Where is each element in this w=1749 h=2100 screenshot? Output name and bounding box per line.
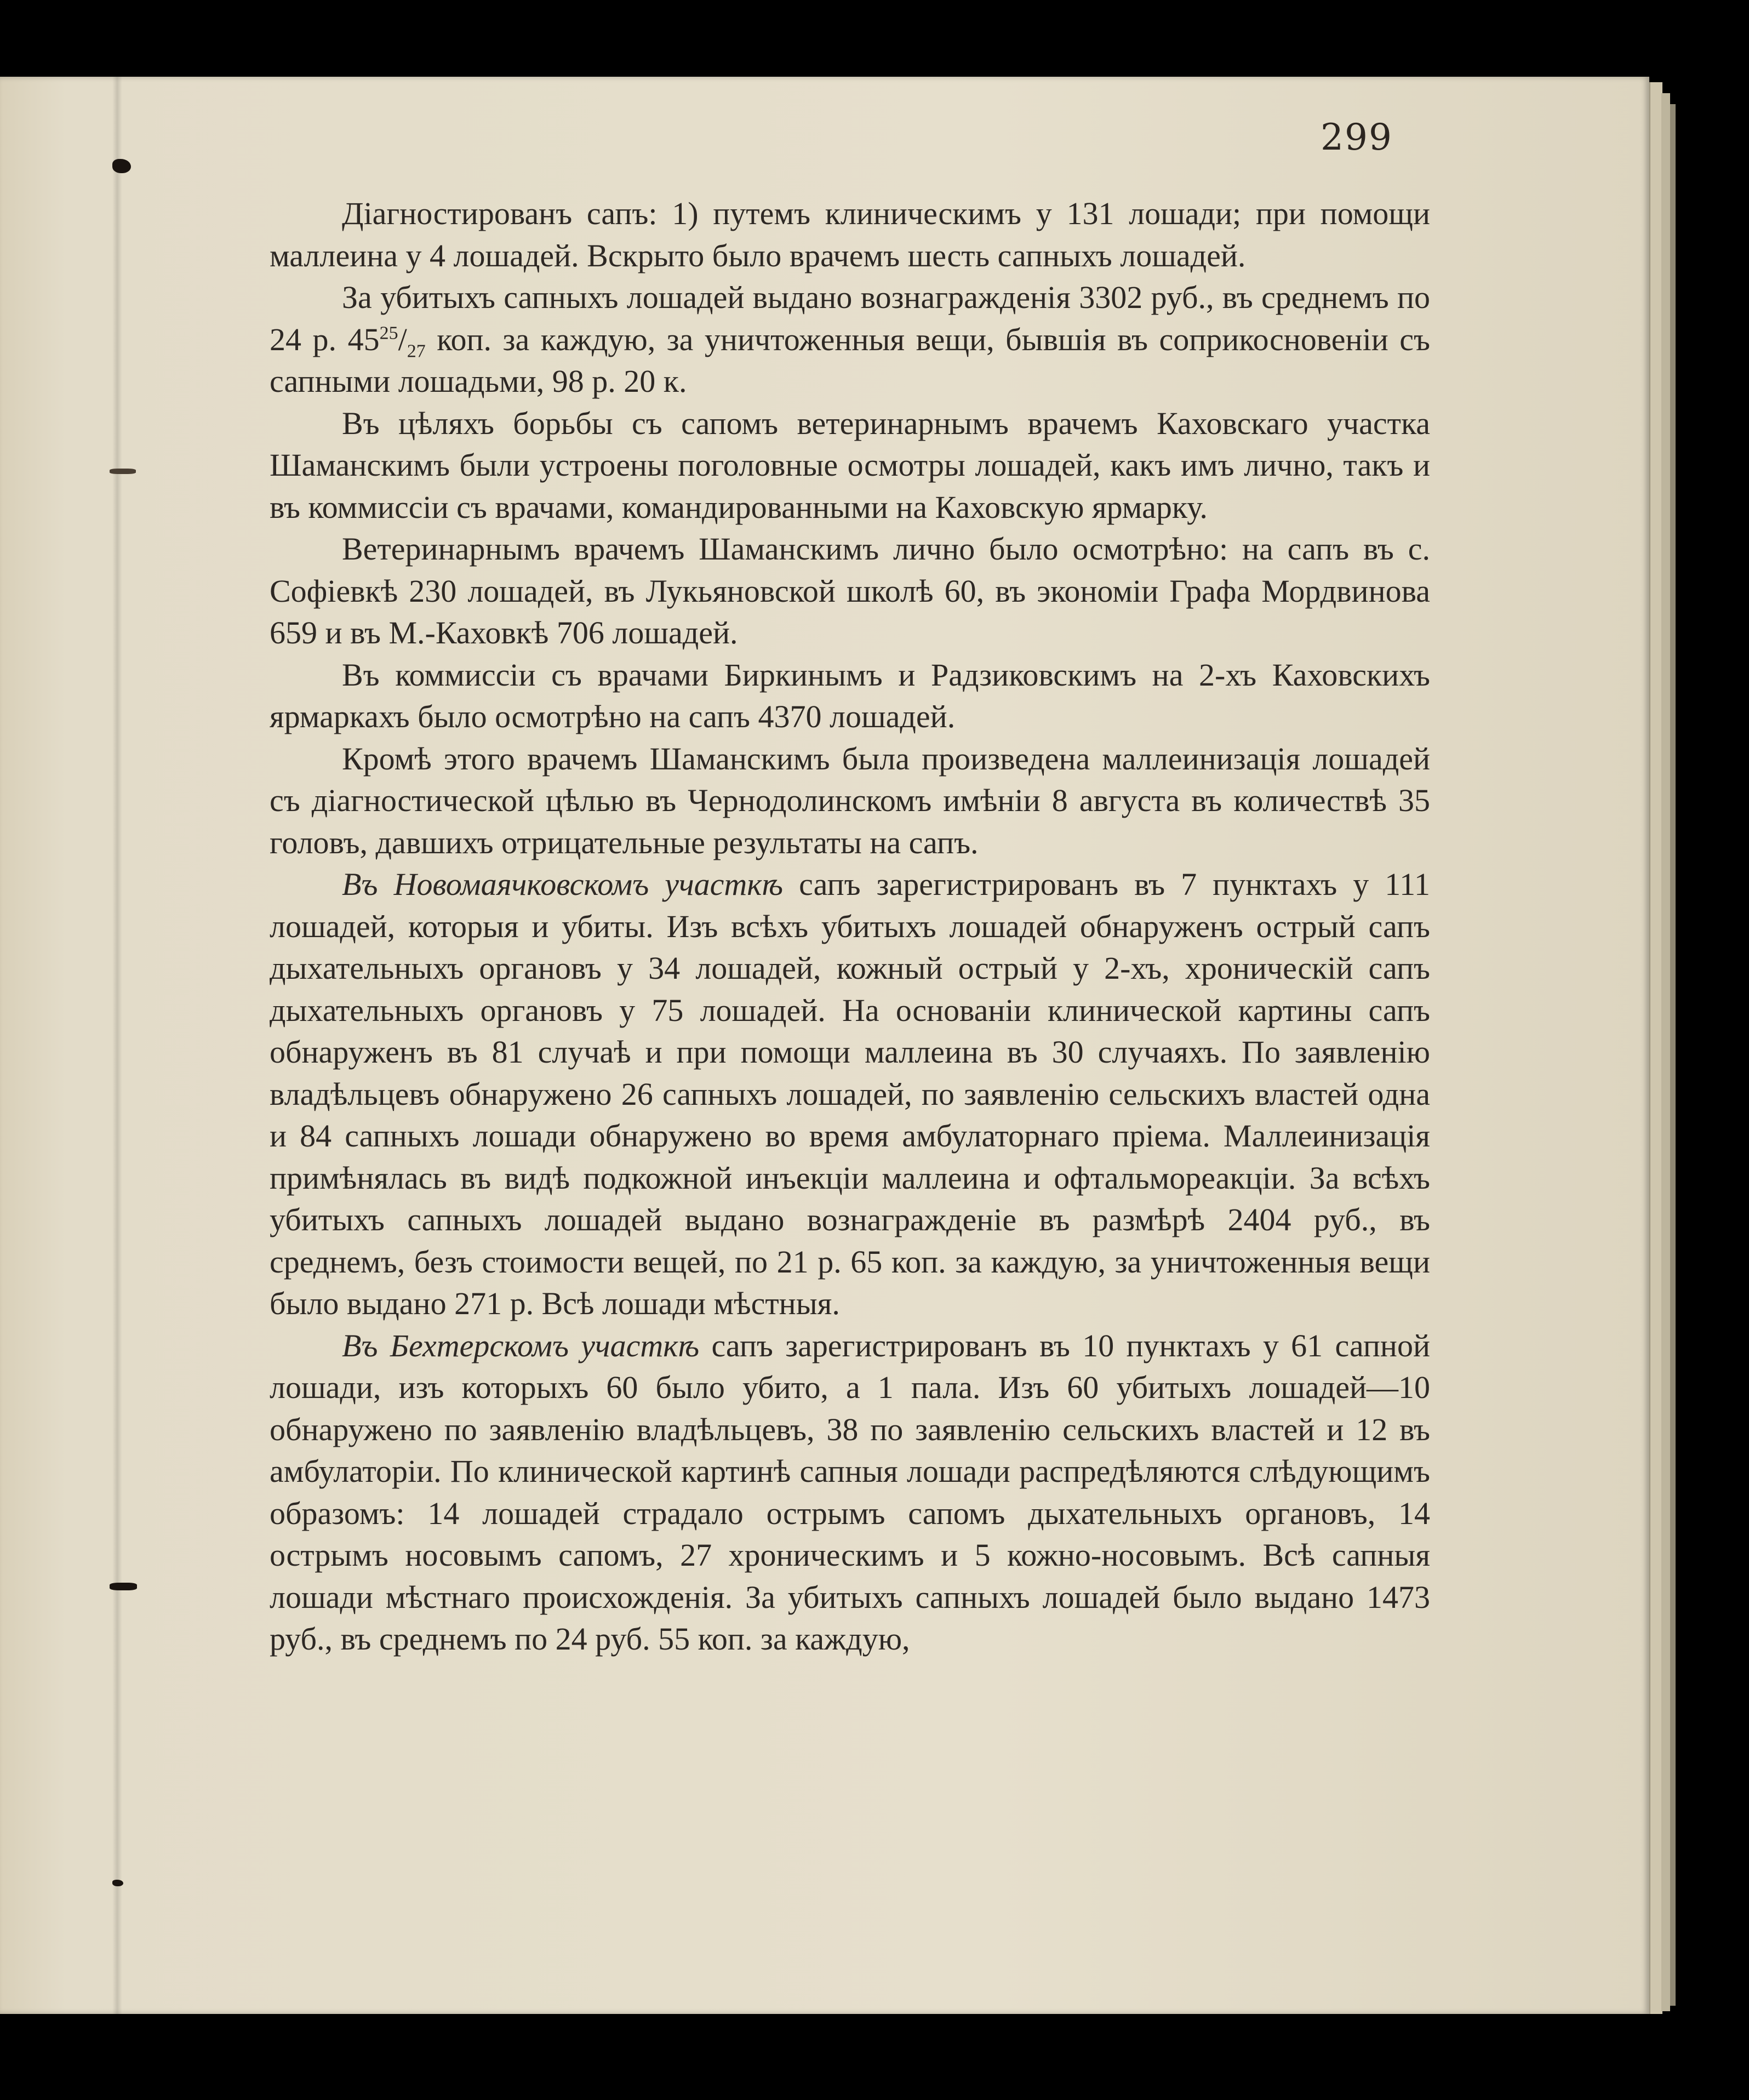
paragraph xyxy=(270,1325,1430,1660)
paragraph-text: коп. за каждую, за уничтоженныя вещи, бывшія въ соприкосновеніи съ сапными лошадьми, 98 р. 20 к. xyxy=(270,321,1431,399)
page-number: 299 xyxy=(1321,116,1393,158)
page-edge xyxy=(1661,93,1670,2011)
paragraph-text: сапъ зарегистрированъ въ 10 пунктахъ у 61 сапной лошади, изъ которыхъ 60 было убито, а 1 пала. Изъ 60 убитыхъ лошадей—10 обнаружено по заявленію владѣльцевъ, 38 по заявленію сельскихъ властей и 12 въ амбулаторіи. По клинической картинѣ сапныя лошади распредѣляются слѣдующимъ образомъ: 14 лошадей страдало острымъ сапомъ дыхательныхъ органовъ, 14 острымъ носовымъ сапомъ, 27 хроническимъ и 5 кожно-носовымъ. Всѣ сапныя лошади мѣстнаго происхожденія. За убитыхъ сапныхъ лошадей было выдано 1473 руб., въ среднемъ по 24 руб. 55 коп. за каждую, xyxy=(270,1327,1431,1657)
paragraph xyxy=(270,654,1430,738)
paragraph-text: сапъ зарегистрированъ въ 7 пунктахъ у 111 лошадей, которыя и убиты. Изъ всѣхъ убитыхъ лошадей обнаруженъ острый сапъ дыхательныхъ органовъ у 34 лошадей, кожный острый у 2-хъ, хроническій сапъ дыхательныхъ органовъ у 75 лошадей. На основаніи клинической картины сапъ обнаруженъ въ 81 случаѣ и при помощи маллеина въ 30 случаяхъ. По заявленію владѣльцевъ обнаружено 26 сапныхъ лошадей, по заявленію сельскихъ властей одна и 84 сапныхъ лошади обнаружено во время амбулаторнаго пріема. Маллеинизація примѣнялась въ видѣ подкожной инъекціи маллеина и офтальмореакціи. За всѣхъ убитыхъ сапныхъ лошадей выдано вознагражденіе въ размѣрѣ 2404 руб., въ среднемъ, безъ стоимости вещей, по 21 р. 65 коп. за каждую, за уничтоженныя вещи было выдано 271 р. Всѣ лошади мѣстныя. xyxy=(270,866,1430,1321)
paragraph xyxy=(270,277,1430,403)
binding-mark xyxy=(110,1583,137,1590)
binding-mark xyxy=(110,469,136,474)
fraction-numerator: 25 xyxy=(379,323,398,344)
section-heading-inline: Въ Новомаячковскомъ участкѣ xyxy=(342,866,784,902)
paragraph-text: Въ коммиссіи съ врачами Биркинымъ и Радзиковскимъ на 2-хъ Каховскихъ ярмаркахъ было осмотрѣно на сапъ 4370 лошадей. xyxy=(270,657,1430,734)
page-edge xyxy=(1649,82,1662,2014)
page-gutter xyxy=(112,77,122,2014)
paragraph xyxy=(270,528,1430,654)
section-heading-inline: Въ Бехтерскомъ участкѣ xyxy=(342,1327,700,1363)
paragraph xyxy=(270,193,1430,277)
page-edge xyxy=(1670,104,1676,2006)
fraction-denominator: 27 xyxy=(407,341,426,362)
paragraph-text: За убитыхъ сапныхъ лошадей выдано вознагражденія 3302 руб., въ среднемъ по 24 р. 45 xyxy=(270,279,1430,357)
paragraph xyxy=(270,738,1430,864)
paragraph xyxy=(270,864,1430,1325)
binding-mark xyxy=(112,159,131,173)
paragraph-text: Кромѣ этого врачемъ Шаманскимъ была произведена маллеинизація лошадей съ діагностической цѣлью въ Чернодолинскомъ имѣніи 8 августа въ количествѣ 35 головъ, давшихъ отрицательные результаты на сапъ. xyxy=(270,740,1430,860)
body-text xyxy=(270,193,1430,1660)
fraction-slash: / xyxy=(398,321,407,357)
paragraph-text: Въ цѣляхъ борьбы съ сапомъ ветеринарнымъ врачемъ Каховскаго участка Шаманскимъ были устроены поголовные осмотры лошадей, какъ имъ лично, такъ и въ коммиссіи съ врачами, командированными на Каховскую ярмарку. xyxy=(270,405,1430,525)
binding-mark xyxy=(112,1880,123,1886)
paragraph-text: Діагностированъ сапъ: 1) путемъ клиническимъ у 131 лошади; при помощи маллеина у 4 лошадей. Вскрыто было врачемъ шесть сапныхъ лошадей. xyxy=(270,196,1430,273)
paragraph xyxy=(270,403,1430,529)
paragraph-text: Ветеринарнымъ врачемъ Шаманскимъ лично было осмотрѣно: на сапъ въ с. Софіевкѣ 230 лошадей, въ Лукьяновской школѣ 60, въ экономіи Графа Мордвинова 659 и въ М.-Каховкѣ 706 лошадей. xyxy=(270,531,1430,650)
